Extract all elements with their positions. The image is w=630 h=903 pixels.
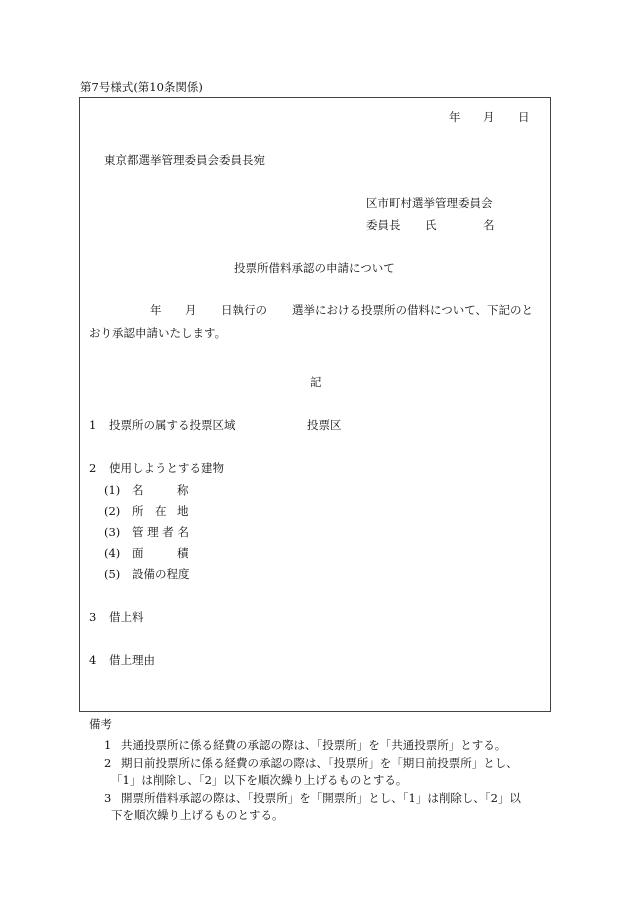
- remarks-note-number: 1: [104, 738, 112, 752]
- sub-item-label-part: 面: [132, 546, 144, 560]
- body-year-label: 年: [150, 303, 162, 317]
- sub-item-label-part: 名: [132, 483, 144, 497]
- sub-item-number: (1): [104, 483, 121, 497]
- item2-label: 使用しようとする建物: [109, 461, 224, 475]
- form-number-label: 第7号様式(第10条関係): [80, 80, 203, 94]
- sub-item-number: (4): [104, 546, 121, 560]
- sender-name-label-1: 氏: [425, 218, 437, 232]
- remarks-note-number: 2: [104, 756, 112, 770]
- sub-item-number: (2): [104, 504, 121, 518]
- date-year-label: 年: [449, 110, 461, 124]
- sender-title: 委員長: [366, 218, 401, 232]
- date-month-label: 月: [483, 110, 495, 124]
- addressee: 東京都選挙管理委員会委員長宛: [104, 153, 265, 167]
- item4-label: 借上理由: [109, 653, 155, 667]
- item2-number: 2: [89, 461, 97, 475]
- sub-item-label-part: 地: [177, 504, 189, 518]
- application-form-frame: [79, 97, 551, 712]
- remarks-note-line: 開票所借料承認の際は、「投票所」を「開票所」とし、「1」は削除し、「2」以: [121, 791, 521, 805]
- body-line1-rest: 選挙における投票所の借料について、下記のと: [292, 303, 534, 317]
- body-line2: おり承認申請いたします。: [89, 326, 227, 340]
- sender-organization: 区市町村選挙管理委員会: [366, 196, 493, 210]
- remarks-note-line: 「1」は削除し、「2」以下を順次繰り上げるものとする。: [111, 773, 408, 787]
- document-subject: 投票所借料承認の申請について: [234, 261, 395, 275]
- remarks-note-line: 下を順次繰り上げるものとする。: [111, 808, 284, 822]
- remarks-heading: 備考: [89, 717, 112, 731]
- item1-label: 投票所の属する投票区域: [109, 418, 236, 432]
- sub-item-label-part: 積: [177, 546, 189, 560]
- remarks-note-line: 共通投票所に係る経費の承認の際は、「投票所」を「共通投票所」とする。: [121, 738, 507, 752]
- item3-number: 3: [89, 610, 97, 624]
- sub-item-label-part: 所: [132, 504, 144, 518]
- ki-heading: 記: [310, 375, 322, 389]
- sub-item-label-part: 称: [177, 483, 189, 497]
- body-month-label: 月: [185, 303, 197, 317]
- date-day-label: 日: [518, 110, 530, 124]
- sub-item-label: 管 理 者 名: [132, 525, 189, 539]
- sub-item-label: 設備の程度: [132, 567, 190, 581]
- sub-item-label-part: 在: [155, 504, 167, 518]
- item3-label: 借上料: [109, 610, 144, 624]
- sub-item-number: (3): [104, 525, 121, 539]
- remarks-note-line: 期日前投票所に係る経費の承認の際は、「投票所」を「期日前投票所」とし、: [121, 756, 518, 770]
- remarks-note-number: 3: [104, 791, 112, 805]
- item4-number: 4: [89, 653, 97, 667]
- item1-suffix: 投票区: [307, 418, 342, 432]
- item1-number: 1: [89, 418, 97, 432]
- body-day-text: 日執行の: [221, 303, 267, 317]
- sender-name-label-2: 名: [483, 218, 495, 232]
- sub-item-number: (5): [104, 567, 121, 581]
